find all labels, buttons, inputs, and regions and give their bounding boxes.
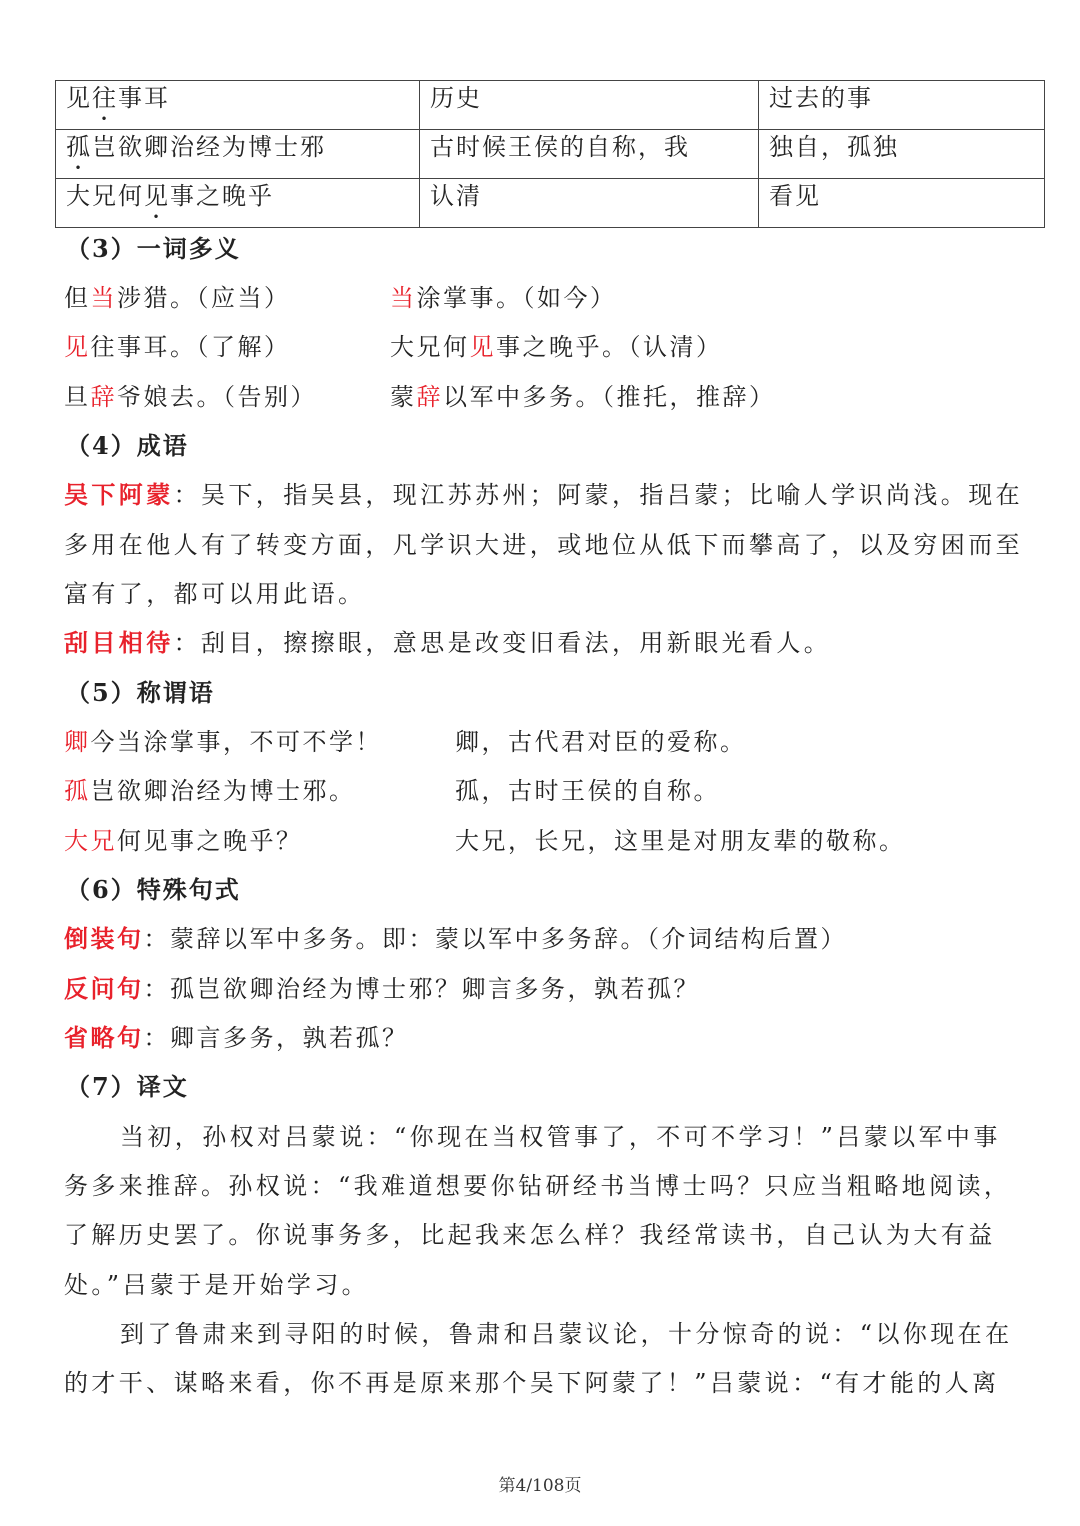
vocab-table — [55, 80, 1045, 228]
text: 蒙 — [390, 383, 417, 411]
table-cell: 认清 — [420, 179, 759, 228]
pattern-label: 倒装句 — [64, 924, 144, 953]
emphasized-char: 见 — [144, 182, 170, 210]
table-row — [56, 130, 1045, 179]
idiom-line: 富有了，都可以用此语。 — [64, 580, 366, 608]
translation-line: 的才干、谋略来看，你不再是原来那个吴下阿蒙了！”吕蒙说：“有才能的人离 — [64, 1369, 1000, 1397]
keyword: 大兄 — [64, 827, 117, 855]
address-explanation: 孤，古时王侯的自称。 — [455, 777, 720, 805]
text: 岂欲卿治经为博士邪。 — [90, 777, 356, 805]
table-cell — [56, 179, 420, 228]
keyword: 当 — [390, 284, 417, 312]
polysemy-row — [64, 281, 617, 315]
section-heading-polysemy: （3）一词多义 — [66, 234, 241, 263]
pattern-row — [64, 1021, 409, 1055]
text: 但 — [64, 284, 91, 312]
polysemy-right — [390, 281, 617, 315]
polysemy-row — [64, 330, 723, 364]
pattern-text: ：蒙辞以军中多务。即：蒙以军中多务辞。（介词结构后置） — [143, 925, 847, 953]
translation-line: 务多来推辞。孙权说：“我难道想要你钻研经书当博士吗？只应当粗略地阅读， — [64, 1172, 1012, 1200]
pattern-row — [64, 922, 847, 956]
text: 往事耳。（了解） — [90, 333, 291, 361]
text: 今当涂掌事，不可不学！ — [90, 728, 382, 756]
text: 涂掌事。（如今） — [416, 284, 617, 312]
idiom-text: ：吴下，指吴县，现江苏苏州；阿蒙，指吕蒙；比喻人学识尚浅。现在 — [173, 481, 1024, 509]
table-cell: 古时候王侯的自称，我 — [420, 130, 759, 179]
text: 何见事之晚乎？ — [117, 827, 303, 855]
table-row — [56, 179, 1045, 228]
keyword: 孤 — [64, 777, 91, 805]
translation-line: 当初，孙权对吕蒙说：“你现在当权管事了，不可不学习！”吕蒙以军中事 — [120, 1123, 1001, 1151]
text: 事之晚乎。（认清） — [496, 333, 723, 361]
address-explanation: 大兄，长兄，这里是对朋友辈的敬称。 — [455, 827, 906, 855]
cell-text: 见 — [66, 84, 92, 112]
address-row — [64, 725, 747, 759]
cell-text: 事耳 — [118, 84, 170, 112]
keyword: 卿 — [64, 728, 91, 756]
idiom-line — [64, 478, 1023, 512]
table-cell: 历史 — [420, 81, 759, 130]
section-heading-forms-of-address: （5）称谓语 — [66, 678, 215, 707]
pattern-label: 省略句 — [64, 1023, 144, 1052]
text: 旦 — [64, 383, 91, 411]
cell-text: 事之晚乎 — [170, 182, 274, 210]
polysemy-row — [64, 380, 776, 414]
idiom-line — [64, 626, 831, 660]
table-cell: 独自，孤独 — [759, 130, 1045, 179]
address-explanation: 卿，古代君对臣的爱称。 — [455, 728, 747, 756]
address-row — [64, 824, 906, 858]
idiom-line: 多用在他人有了转变方面，凡学识大进，或地位从低下而攀高了，以及穷困而至 — [64, 531, 1023, 559]
text: 爷娘去。（告别） — [117, 383, 317, 411]
translation-line: 了解历史罢了。你说事务多，比起我来怎么样？我经常读书，自己认为大有益 — [64, 1221, 996, 1249]
emphasized-char: 往 — [92, 84, 118, 112]
emphasized-char: 孤 — [66, 133, 92, 161]
section-heading-sentence-patterns: （6）特殊句式 — [66, 875, 241, 904]
page-number: 第4/108页 — [498, 1476, 582, 1496]
section-heading-translation: （7）译文 — [66, 1072, 189, 1101]
translation-line: 到了鲁肃来到寻阳的时候，鲁肃和吕蒙议论，十分惊奇的说：“以你现在在 — [120, 1320, 1013, 1348]
polysemy-right — [390, 330, 723, 364]
translation-line: 处。”吕蒙于是开始学习。 — [64, 1271, 370, 1299]
idiom-text: ：刮目，擦擦眼，意思是改变旧看法，用新眼光看人。 — [173, 629, 832, 657]
keyword: 当 — [90, 284, 117, 312]
pattern-row — [64, 972, 700, 1006]
table-row — [56, 81, 1045, 130]
table-cell — [56, 130, 420, 179]
keyword: 辞 — [416, 383, 443, 411]
text: 大兄何 — [390, 333, 470, 361]
section-heading-idioms: （4）成语 — [66, 431, 189, 460]
keyword: 见 — [469, 333, 496, 361]
table-cell — [56, 81, 420, 130]
pattern-text: ：孤岂欲卿治经为博士邪？卿言多务，孰若孤？ — [143, 975, 700, 1003]
idiom-term: 刮目相待 — [64, 628, 174, 657]
keyword: 辞 — [90, 383, 117, 411]
text: 涉猎。（应当） — [117, 284, 291, 312]
keyword: 见 — [64, 333, 91, 361]
table-cell: 过去的事 — [759, 81, 1045, 130]
table-cell: 看见 — [759, 179, 1045, 228]
pattern-label: 反问句 — [64, 974, 144, 1003]
cell-text: 大兄何 — [66, 182, 144, 210]
pattern-text: ：卿言多务，孰若孤？ — [143, 1024, 409, 1052]
polysemy-right — [390, 380, 776, 414]
text: 以军中多务。（推托，推辞） — [443, 383, 776, 411]
address-row — [64, 774, 720, 808]
idiom-term: 吴下阿蒙 — [64, 480, 174, 509]
cell-text: 岂欲卿治经为博士邪 — [92, 133, 326, 161]
